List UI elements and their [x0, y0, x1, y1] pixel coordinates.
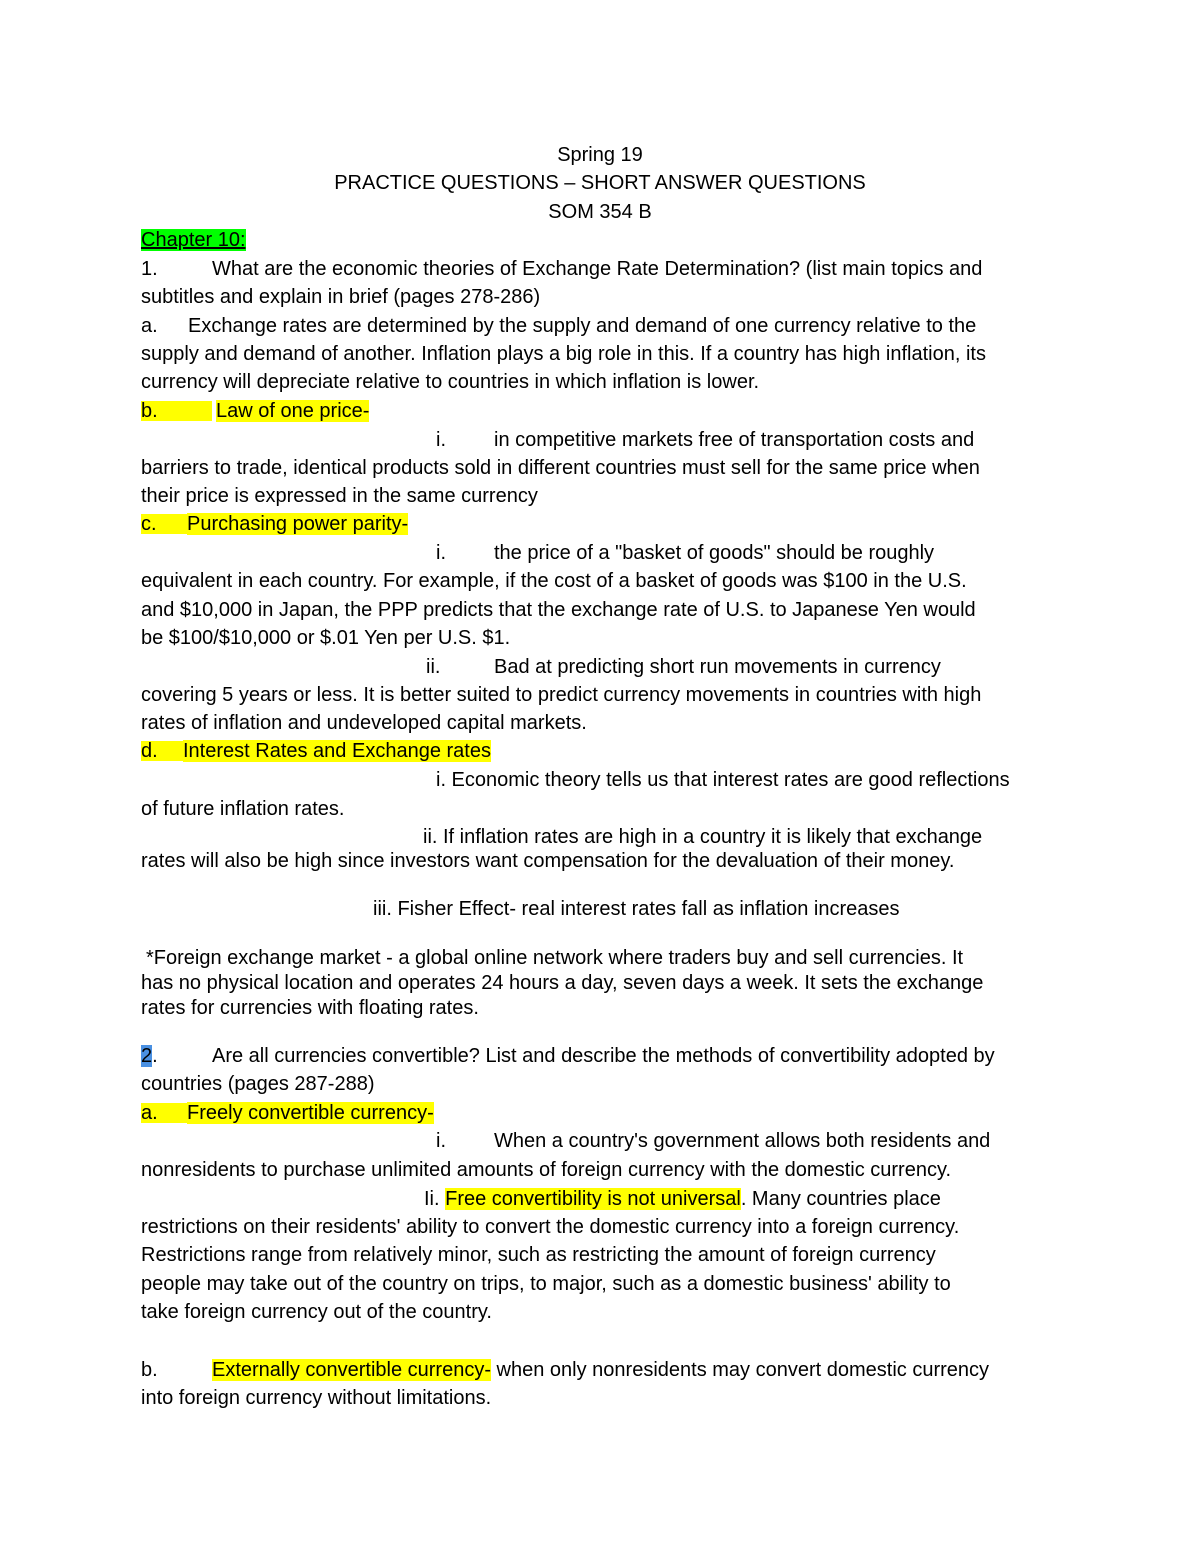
q1-c-i-line2: equivalent in each country. For example, if the cost of a basket of goods was $100 in the U.S. [141, 570, 967, 592]
q2-text-line1: Are all currencies convertible? List and describe the methods of convertibility adopted by [212, 1045, 995, 1067]
course-code: SOM 354 B [548, 201, 652, 223]
q1-number: 1. [141, 258, 158, 280]
q1-c-ii-line2: covering 5 years or less. It is better suited to predict currency movements in countries with high [141, 684, 982, 706]
q1-d-i-line1: i. Economic theory tells us that interest rates are good reflections [436, 769, 1010, 791]
q1-d-iii: iii. Fisher Effect- real interest rates fall as inflation increases [373, 898, 900, 920]
q1-c-i-line4: be $100/$10,000 or $.01 Yen per U.S. $1. [141, 627, 511, 649]
q1-a-line2: supply and demand of another. Inflation plays a big role in this. If a country has high inflation, its [141, 343, 986, 365]
document-title: PRACTICE QUESTIONS – SHORT ANSWER QUESTIONS [334, 172, 866, 194]
fx-note-line1: *Foreign exchange market - a global online network where traders buy and sell currencies. It [146, 947, 964, 969]
q1-b-i-line3: their price is expressed in the same currency [141, 485, 538, 507]
q2-b-label: b. [141, 1359, 158, 1381]
q2-b-title-highlight: Externally convertible currency- [212, 1359, 491, 1381]
q2-number-highlight: 2 [141, 1045, 153, 1067]
q1-a-line1: Exchange rates are determined by the supply and demand of one currency relative to the [188, 315, 977, 337]
q1-d-ii-line1: ii. If inflation rates are high in a country it is likely that exchange [423, 826, 983, 848]
q2-b-line1 [212, 1360, 989, 1380]
q2-a-ii-line5: take foreign currency out of the country. [141, 1301, 492, 1323]
q2-a-ii-line1 [424, 1189, 941, 1209]
q1-d-ii-line2: rates will also be high since investors want compensation for the devaluation of their money. [141, 850, 955, 872]
fx-note-line3: rates for currencies with floating rates. [141, 997, 479, 1019]
q2-b-rest: when only nonresidents may convert domestic currency [491, 1359, 990, 1381]
q1-b-i-label: i. [436, 429, 446, 451]
q2-a-ii-line3: Restrictions range from relatively minor, such as restricting the amount of foreign currency [141, 1244, 936, 1266]
q2-a-title [187, 1103, 434, 1123]
q2-number [141, 1046, 158, 1066]
q1-c-i-line1: the price of a "basket of goods" should be roughly [494, 542, 935, 564]
q1-c-ii-label: ii. [426, 656, 441, 678]
q1-c-i-line3: and $10,000 in Japan, the PPP predicts that the exchange rate of U.S. to Japanese Yen would [141, 599, 976, 621]
fx-note-line2: has no physical location and operates 24 hours a day, seven days a week. It sets the exchange [141, 972, 984, 994]
q2-text-line2: countries (pages 287-288) [141, 1073, 375, 1095]
q1-c-title [187, 514, 408, 534]
q2-a-i-label: i. [436, 1130, 446, 1152]
chapter-highlight: Chapter 10: [141, 229, 246, 251]
q1-d-title [183, 741, 491, 761]
q1-text-line2: subtitles and explain in brief (pages 278-286) [141, 286, 541, 308]
q2-a-title-highlight: Freely convertible currency- [187, 1102, 434, 1124]
q1-c-title-highlight: Purchasing power parity- [187, 513, 409, 535]
q1-b-label: b. [141, 401, 212, 421]
q1-b-i-line2: barriers to trade, identical products sold in different countries must sell for the same price when [141, 457, 980, 479]
q1-b-title-highlight: Law of one price- [216, 400, 370, 422]
q1-c-i-label: i. [436, 542, 446, 564]
q1-a-line3: currency will depreciate relative to countries in which inflation is lower. [141, 371, 760, 393]
q2-a-ii-prefix: Ii. [424, 1188, 446, 1210]
q2-b-line2: into foreign currency without limitations. [141, 1387, 492, 1409]
q1-a-label: a. [141, 315, 158, 337]
term-heading: Spring 19 [557, 144, 643, 166]
q2-a-ii-rest: . Many countries place [740, 1188, 941, 1210]
chapter-label [141, 230, 246, 250]
q2-a-ii-line2: restrictions on their residents' ability to convert the domestic currency into a foreign currency. [141, 1216, 960, 1238]
q1-d-title-highlight: Interest Rates and Exchange rates [183, 740, 491, 762]
q1-b-title [216, 401, 369, 421]
q2-number-dot: . [152, 1045, 158, 1067]
q2-a-label: a. [141, 1103, 187, 1123]
q2-a-i-line2: nonresidents to purchase unlimited amounts of foreign currency with the domestic currency. [141, 1159, 952, 1181]
q2-a-ii-highlight: Free convertibility is not universal [445, 1188, 741, 1210]
q1-c-ii-line3: rates of inflation and undeveloped capital markets. [141, 712, 587, 734]
q1-b-i-line1: in competitive markets free of transportation costs and [494, 429, 975, 451]
q2-a-ii-line4: people may take out of the country on trips, to major, such as a domestic business' ability to [141, 1273, 951, 1295]
q1-d-i-line2: of future inflation rates. [141, 798, 345, 820]
q1-c-label: c. [141, 514, 187, 534]
q1-c-ii-line1: Bad at predicting short run movements in currency [494, 656, 941, 678]
q1-text-line1: What are the economic theories of Exchange Rate Determination? (list main topics and [212, 258, 983, 280]
q2-a-i-line1: When a country's government allows both residents and [494, 1130, 991, 1152]
q1-d-label: d. [141, 741, 183, 761]
